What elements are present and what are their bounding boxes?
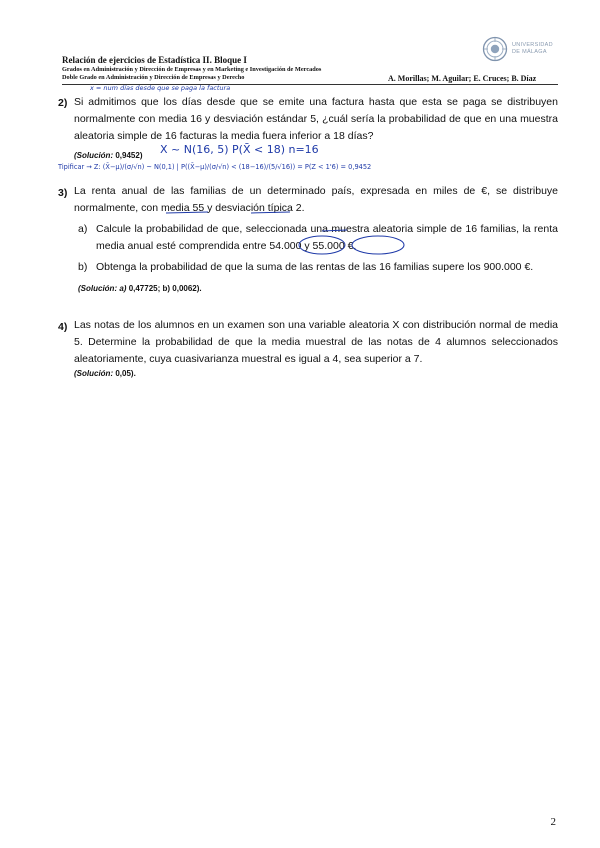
exercise-3b-text: Obtenga la probabilidad de que la suma de las rentas de las 16 familias supere los 900.000 €.: [96, 261, 534, 273]
exercise-3b-label: b): [78, 261, 88, 273]
exercise-2-text: Si admitimos que los días desde que se emite una factura hasta que esta se paga se distribuyen normalmente con media 16 y desviación estándar 5, ¿cuál sería la probabilidad de que en una muestra aleatoria simple de 16 facturas la media fuera inferior a 18 días?: [74, 96, 558, 142]
exercise-4-number: 4): [58, 321, 68, 333]
handwritten-note-top: x = num días desde que se paga la factura: [90, 84, 231, 92]
university-seal-icon: [482, 36, 508, 62]
exercise-4-text: Las notas de los alumnos en un examen son una variable aleatoria X con distribución normal de media 5. Determine la probabilidad de que la media muestral de las notas de 4 alumnos seleccionados aleatoriamente, cuya cuasivarianza muestral es igual a 4, sea superior a 7.: [74, 319, 558, 365]
exercise-3a-text: Calcule la probabilidad de que, seleccionada una muestra aleatoria simple de 16 familias, la renta media anual esté comprendida entre 54.000 y 55.000 €.: [96, 223, 558, 252]
solution-value: 0,05).: [115, 369, 136, 378]
solution-label: (Solución: a): [78, 284, 127, 293]
handwritten-q2-line-2: Tipificar → Z: (X̄−μ)/(σ/√n) ~ N(0,1) | P((X̄−μ)/(σ/√n) < (18−16)/(5/√16)) = P(Z < 1'6) = 0,9452: [58, 163, 372, 171]
exercise-2-number: 2): [58, 97, 68, 109]
degree-line-1: Grados en Administración y Dirección de Empresas y en Marketing e Investigación de Mercados: [62, 66, 322, 73]
exercise-3a-label: a): [78, 223, 88, 235]
solution-label: (Solución:: [74, 369, 114, 378]
solution-value: 0,9452): [115, 151, 143, 160]
logo-line-2: DE MÁLAGA: [512, 49, 547, 55]
solution-label: (Solución:: [74, 151, 114, 160]
exercise-4-solution: [74, 369, 136, 378]
exercise-3-number: 3): [58, 187, 68, 199]
university-logo: [482, 36, 568, 62]
page-number: 2: [550, 816, 556, 828]
exercise-2-solution: [74, 151, 142, 160]
exercise-3-solution: [78, 284, 202, 293]
document-title: Relación de ejercicios de Estadística II. Bloque I: [62, 55, 247, 65]
handwritten-q2-line-1: X ~ N(16, 5) P(X̄ < 18) n=16: [160, 143, 319, 156]
authors: A. Morillas; M. Aguilar; E. Cruces; B. Díaz: [388, 74, 537, 83]
degree-line-2: Doble Grado en Administración y Dirección de Empresas y Derecho: [62, 74, 245, 81]
exercise-3-text: La renta anual de las familias de un determinado país, expresada en miles de €, se distribuye normalmente, con media 55 y desviación típica 2.: [74, 185, 558, 214]
solution-value: 0,47725; b) 0,0062).: [128, 284, 202, 293]
logo-line-1: UNIVERSIDAD: [512, 42, 553, 48]
